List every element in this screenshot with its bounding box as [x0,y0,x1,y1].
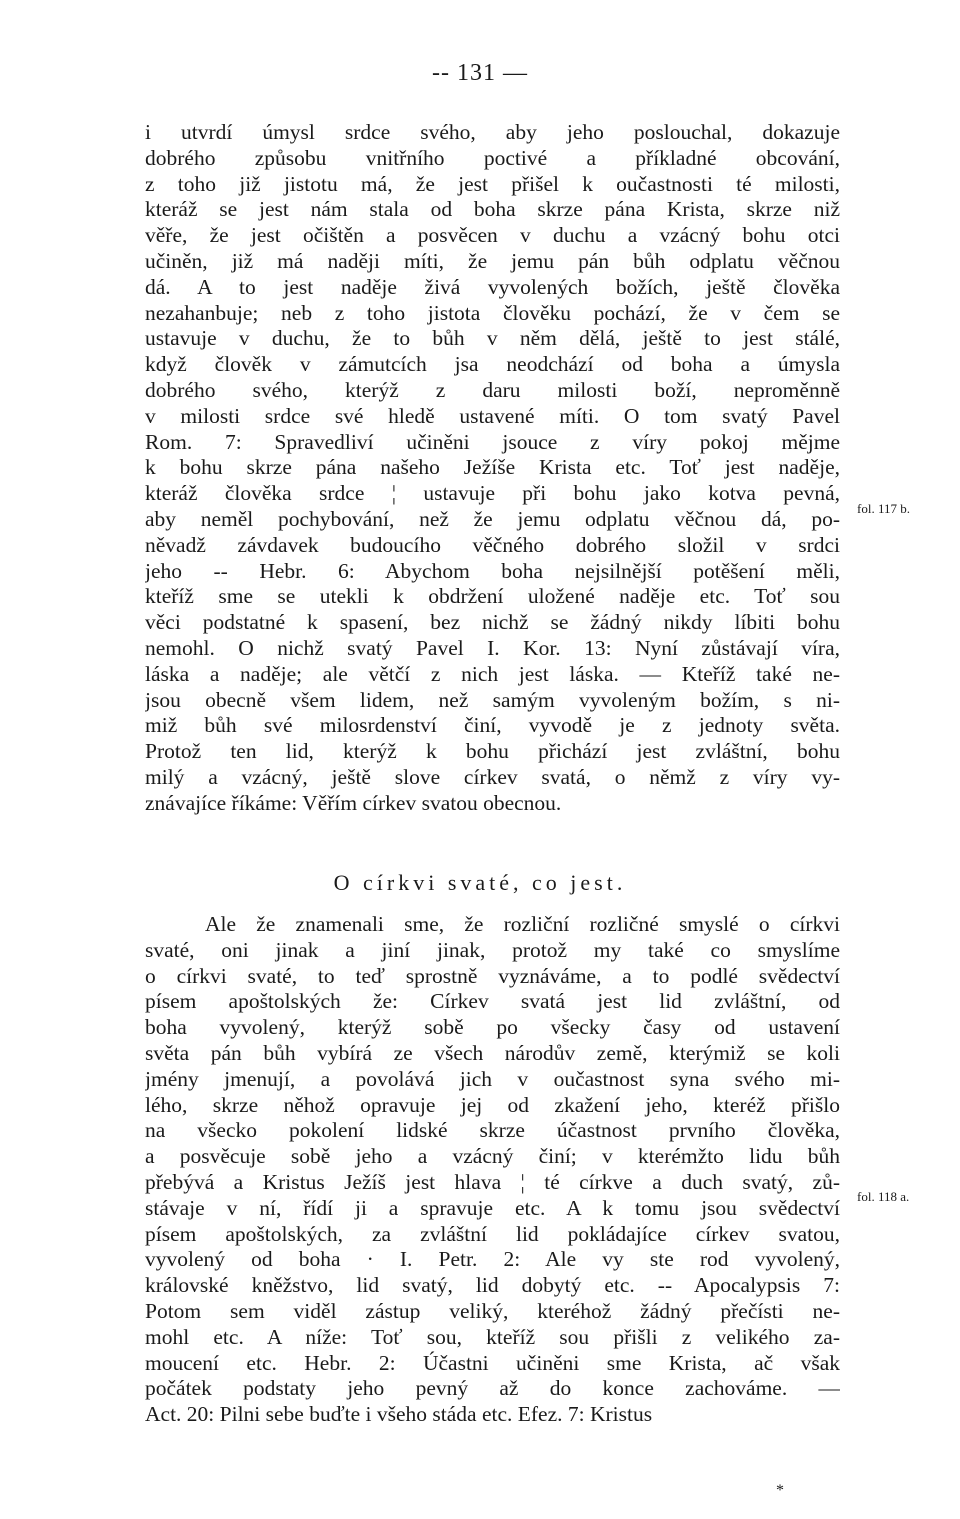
text-line: dá. A to jest naděje živá vyvolených božích, ještě člověka [145,274,840,299]
text-line: Ale že znamenali sme, že rozliční rozličné smyslé o církvi [205,912,840,936]
text-line: dobrého způsobu vnitřního poctivé a příkladné obcování, [145,145,840,170]
text-line: nezahanbuje; neb z toho jistota člověku pochází, že v čem se [145,300,840,325]
text-line: stávaje v ní, řídí ji a spravuje etc. A k tomu jsou svědectví [145,1195,840,1220]
text-line: věci podstatné k spasení, bez nichž se žádný nikdy líbiti bohu [145,610,840,635]
text-line: mohl etc. A níže: Toť sou, kteříž sou přišli z velikého za- [145,1324,840,1349]
text-line: milý a vzácný, ještě slove církev svatá, o němž z víry vy- [145,764,840,789]
section-heading: O církvi svaté, co jest. [333,870,627,895]
text-line: láska a naděje; ale větčí z nich jest láska. — Kteříž také ne- [145,661,840,686]
text-line: nemohl. O nichž svatý Pavel I. Kor. 13: Nyní zůstávají víra, [145,635,840,660]
text-line: Protož ten lid, kterýž k bohu přichází jest zvláštní, bohu [145,739,840,764]
text-line: k bohu skrze pána našeho Ježíše Krista etc. Toť jest naděje, [145,455,840,480]
text-line: učiněn, již má naději míti, že jemu pán bůh odplatu věčnou [145,248,840,273]
text-line: písem apoštolských, za zvláštní lid pokládajíce církev svatou, [145,1221,840,1246]
margin-note-fol-117b: fol. 117 b. [857,501,910,516]
text-line: písem apoštolských že: Církev svatá jest lid zvláštní, od [145,989,840,1014]
text-line: kteříž sme se utekli k obdržení uložené naděje etc. Toť sou [145,584,840,609]
text-line: Act. 20: Pilni sebe buďte i všeho stáda etc. Efez. 7: Kristus [145,1402,653,1427]
margin-note-fol-118a: fol. 118 a. [857,1189,910,1204]
page-number: -- 131 — [432,60,528,86]
text-line: vyvolený od boha · I. Petr. 2: Ale vy ste rod vyvolený, [145,1247,840,1272]
text-line: moucení etc. Hebr. 2: Účastni učiněni sme Krista, ač však [145,1350,840,1375]
text-line: přebývá a Kristus Ježíš jest hlava ¦ té církve a duch svatý, zů- [145,1169,840,1194]
text-line: jeho -- Hebr. 6: Abychom boha nejsilnější potěšení měli, [145,558,840,583]
text-line: v milosti srdce své hledě ustavené míti. O tom svatý Pavel [145,403,840,428]
text-line: Rom. 7: Spravedliví učiněni jsouce z víry pokoj mějme [145,429,840,454]
paragraph-2 [145,912,840,1428]
text-line: jmény jmenují, a povolává jich v oučastnost syna svého mi- [145,1066,840,1091]
text-line: počátek podstaty jeho pevný až do konce zachováme. — [145,1376,840,1401]
text-line: miž bůh své milosrdenství činí, vyvodě je z jednoty světa. [145,713,840,738]
text-line: lého, skrze něhož opravuje jej od zkažení jeho, kteréž přišlo [145,1092,840,1117]
text-line: svaté, oni jinak a jiní jinak, protož my také co smyslíme [145,937,840,962]
text-line: dobrého svého, kterýž z daru milosti boží, neproměnně [145,377,840,402]
text-line: aby neměl pochybování, než že jemu odplatu věčnou dá, po- [145,506,840,531]
text-line: kteráž člověka srdce ¦ ustavuje při bohu jako kotva pevná, [145,481,840,506]
text-line: ustavuje v duchu, že to bůh v něm dělá, ještě to jest stálé, [145,326,840,351]
text-line: světa pán bůh vybírá ze všech národův země, kterýmiž se koli [145,1040,840,1065]
text-line: jsou obecně všem lidem, než samým vyvoleným božím, s ni- [145,687,840,712]
text-line: něvadž závdavek budoucího věčného dobrého složil v srdci [145,532,840,557]
text-line: i utvrdí úmysl srdce svého, aby jeho poslouchal, dokazuje [145,120,840,144]
text-line: znávajíce říkáme: Věřím církev svatou obecnou. [145,790,562,815]
paragraph-1 [145,120,840,817]
text-line: věře, že jest očištěn a posvěcen v duchu a vzácný bohu otci [145,223,840,248]
text-line: boha vyvolený, kterýž sobě po všecky časy od ustavení [145,1015,840,1040]
text-line: a posvěcuje sobě jeho a vzácný činí; v kterémžto lidu bůh [145,1144,840,1169]
text-line: kteráž se jest nám stala od boha skrze pána Krista, skrze niž [145,197,840,222]
text-line: když člověk v zámutcích jsa neodchází od boha a úmysla [145,352,840,377]
text-line: o církvi svaté, to teď sprostně vyznáváme, a to podlé svědectví [145,963,840,988]
footer-asterisk: * [776,1482,784,1499]
text-line: Potom sem viděl zástup veliký, kteréhož žádný přečísti ne- [145,1298,840,1323]
text-line: na všecko pokolení lidské skrze účastnost prvního člověka, [145,1118,840,1143]
text-line: z toho již jistotu má, že jest přišel k oučastnosti té milosti, [145,171,840,196]
text-line: královské kněžstvo, lid svatý, lid dobytý etc. -- Apocalypsis 7: [145,1273,840,1298]
